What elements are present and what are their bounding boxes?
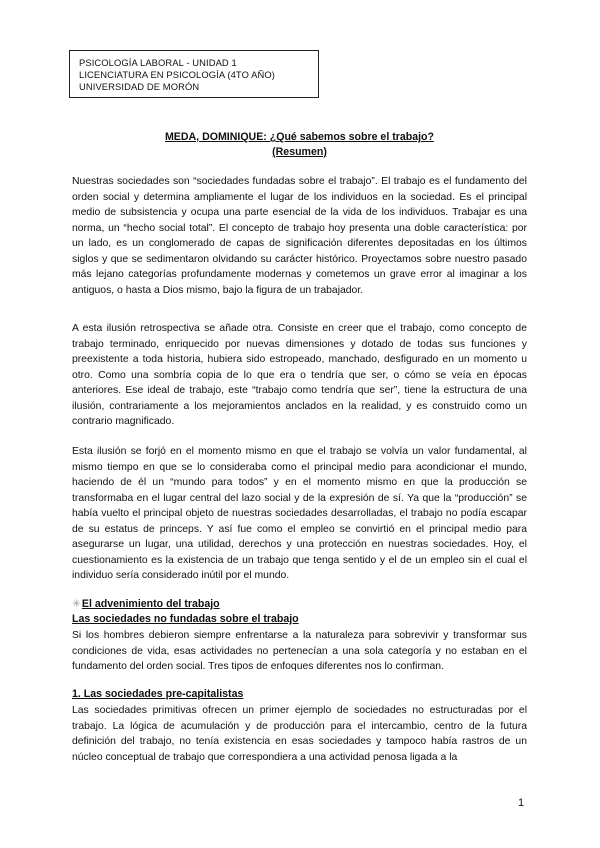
title-subtitle: (Resumen) [272, 145, 327, 158]
numbered-heading: 1. Las sociedades pre-capitalistas [72, 688, 244, 700]
title-author-and-work: MEDA, DOMINIQUE: ¿Qué sabemos sobre el trabajo? [164, 131, 434, 143]
course-header-degree: LICENCIATURA EN PSICOLOGÍA (4TO AÑO) [79, 69, 276, 80]
paragraph-intro: Nuestras sociedades son “sociedades fundadas sobre el trabajo”. El trabajo es el fundamento del orden social y determina ampliamente el lugar de los individuos en la sociedad. Es el principal medio de subsistencia y ocupa una parte esencial de la vida de los individuos. Trabajar es una norma, un “hecho social total”. El concepto de trabajo hoy presenta una doble característica: por un lado, es un conglomerado de capas de significación diferentes depositadas en los últimos siglos y que se sedimentaron olvidando su carácter histórico. Proyectamos sobre nuestro pasado más lejano categorías profundamente modernas y cometemos un grave error al imaginar a los antiguos, o hasta a Dios mismo, bajo la figura de un trabajador. [72, 176, 527, 296]
course-header-subject: PSICOLOGÍA LABORAL - UNIDAD 1 [79, 57, 237, 68]
sparkle-icon: ✳ [72, 598, 81, 610]
section-heading-text: El advenimiento del trabajo [81, 598, 220, 610]
paragraph-pre-capitalist: Las sociedades primitivas ofrecen un primer ejemplo de sociedades no estructuradas por el trabajo. La lógica de acumulación y de producción para el intercambio, centro de la futura definición del trabajo, no tenía existencia en esas sociedades y tampoco había rastros de un núcleo conceptual de trabajo que correspondiera a una actividad penosa ligada a la [72, 705, 527, 763]
paragraph-non-work-societies: Si los hombres debieron siempre enfrentarse a la naturaleza para sobrevivir y transformar sus condiciones de vida, esas actividades no pertenecían a una sola categoría y no estaban en el fundamento del orden social. Tres tipos de enfoques diferentes nos lo confirman. [72, 630, 527, 672]
course-header-box [69, 50, 319, 98]
subsection-heading: Las sociedades no fundadas sobre el trabajo [72, 613, 299, 625]
section-heading [72, 597, 527, 613]
page-number: 1 [518, 797, 525, 809]
paragraph-retrospective-illusion: A esta ilusión retrospectiva se añade otra. Consiste en creer que el trabajo, como concepto de trabajo terminado, enriquecido por nuevas dimensiones y dotado de todas sus funciones y preexistente a toda historia, hubiera sido estropeado, manchado, desfigurado en un momento u otro. Como una sombría copia de lo que era o tendría que ser, o cómo se veía en épocas anteriores. Ese ideal de trabajo, este “trabajo como tendría que ser”, tiene la estructura de una ilusión, contrariamente a los mejoramientos anclados en la realidad, y es construido como un contrario magnificado. [72, 323, 527, 427]
document-title [72, 130, 527, 159]
course-header-university: UNIVERSIDAD DE MORÓN [79, 81, 200, 92]
paragraph-work-as-value: Esta ilusión se forjó en el momento mismo en que el trabajo se volvía un valor fundamental, al mismo tiempo en que se lo consideraba como el principal medio para acondicionar el mundo, haciendo de él un “mundo para todos” y en el momento mismo en que la producción se transformaba en el lugar central del lazo social y de la expresión de sí. Ya que la “producción” se había vuelto el principal objeto de nuestras sociedades desarrolladas, el trabajo no podía escapar de su estatus de princeps. Y así fue como el empleo se convirtió en el principal medio para asegurarse un lugar, una utilidad, derechos y una protección en nuestras sociedades. Hoy, el cuestionamiento es la existencia de un trabajo que tenga sentido y el de un empleo sin el cual el individuo sería considerado inútil por el mundo. [72, 446, 527, 581]
